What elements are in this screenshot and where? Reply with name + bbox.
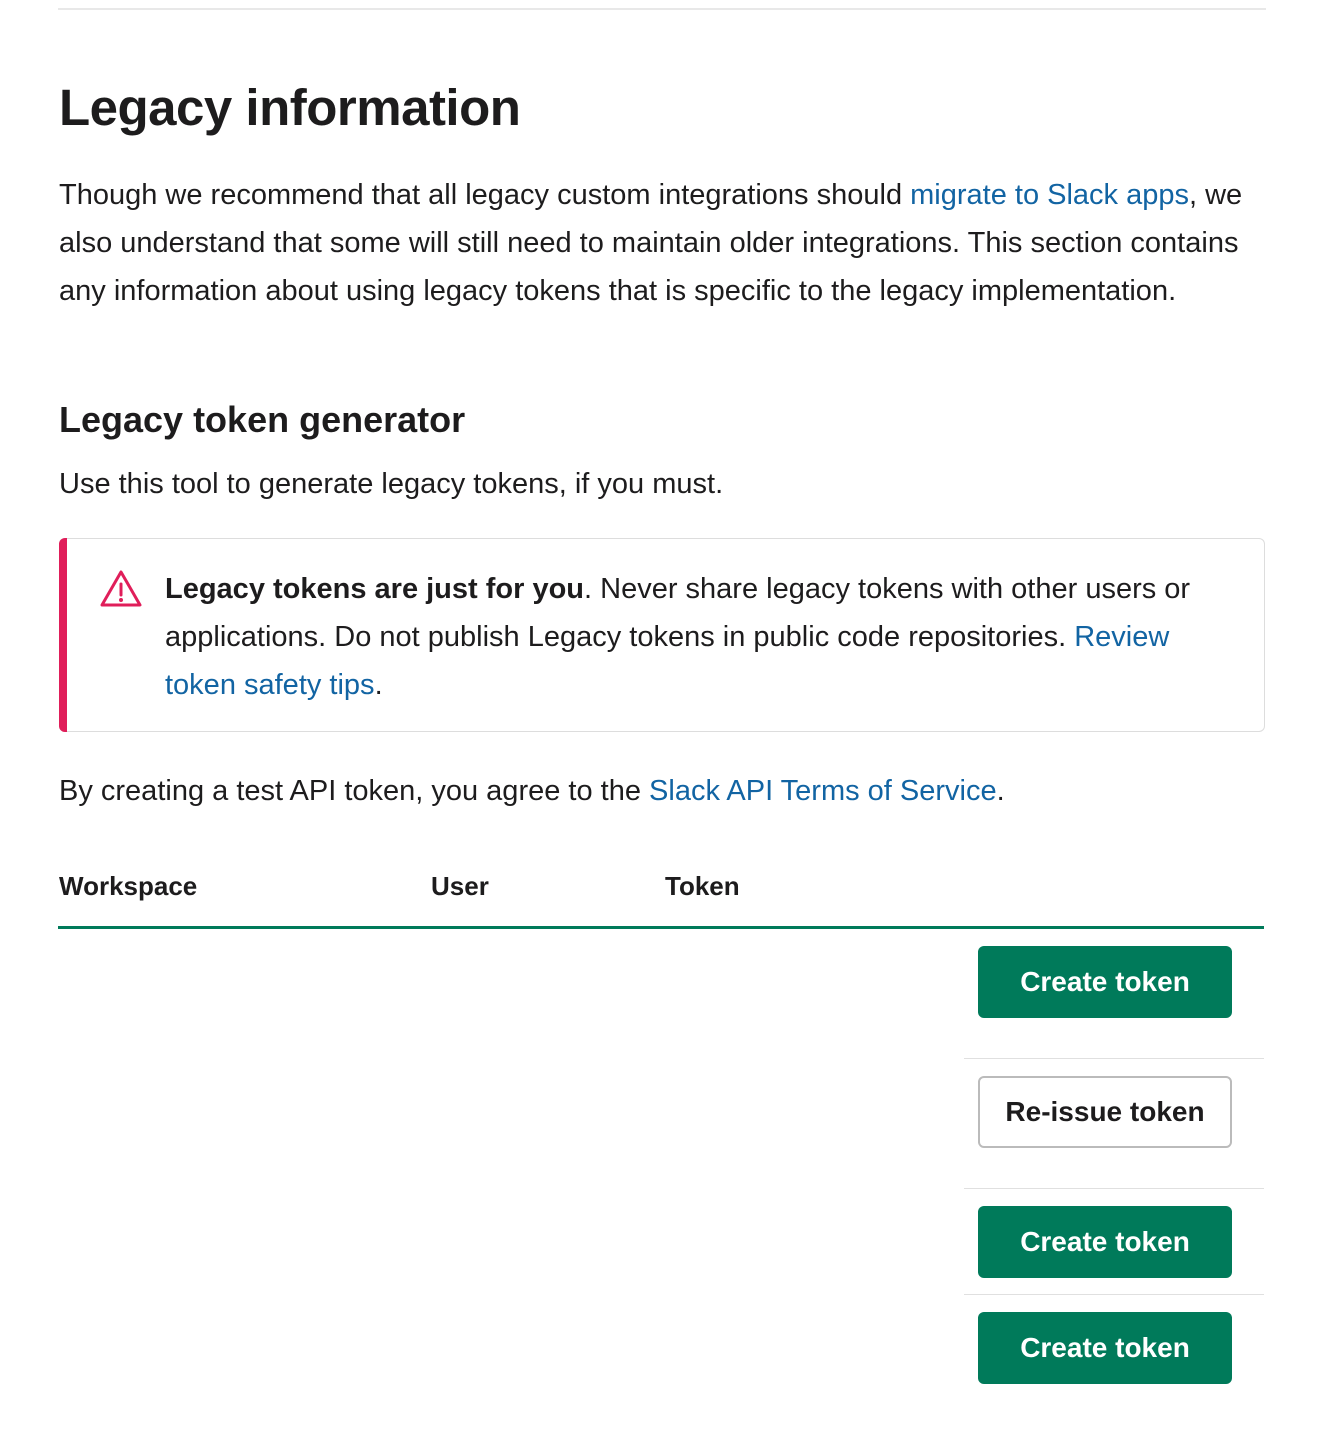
- column-header-workspace: Workspace: [59, 871, 198, 901]
- migrate-to-slack-apps-link[interactable]: migrate to Slack apps: [910, 179, 1189, 211]
- row-divider: [964, 1294, 1264, 1295]
- alert-body-text: . Never share legacy tokens with other users or applications. Do not publish Legacy tokens in public code repositories.: [165, 573, 1191, 653]
- create-token-button[interactable]: Create token: [978, 1206, 1232, 1278]
- intro-paragraph: [59, 171, 1259, 315]
- warning-triangle-icon: [99, 569, 143, 609]
- terms-of-service-notice: [59, 767, 1005, 815]
- token-warning-alert: [59, 538, 1265, 732]
- page-title: Legacy information: [59, 79, 521, 136]
- reissue-token-button[interactable]: Re-issue token: [978, 1076, 1232, 1148]
- top-divider: [58, 8, 1266, 10]
- create-token-button[interactable]: Create token: [978, 946, 1232, 1018]
- generator-heading: Legacy token generator: [59, 399, 466, 440]
- row-divider: [964, 1058, 1264, 1059]
- alert-bold-text: Legacy tokens are just for you: [165, 573, 585, 605]
- table-header-divider: [58, 926, 1264, 929]
- intro-text-after: , we also understand that some will still need to maintain older integrations. This section contains any information about using legacy tokens that is specific to the legacy implementation.: [59, 179, 1243, 307]
- tos-end-text: .: [996, 775, 1005, 807]
- alert-accent-bar: [59, 538, 67, 732]
- slack-api-terms-link[interactable]: Slack API Terms of Service: [649, 775, 997, 807]
- intro-text-before: Though we recommend that all legacy custom integrations should: [59, 179, 911, 211]
- column-header-user: User: [431, 871, 489, 901]
- review-token-safety-tips-link[interactable]: Review token safety tips: [165, 621, 1170, 701]
- column-header-token: Token: [665, 871, 740, 901]
- row-divider: [964, 1188, 1264, 1189]
- alert-message: [165, 565, 1245, 709]
- alert-end-text: .: [374, 669, 383, 701]
- tos-text: By creating a test API token, you agree to the: [59, 775, 650, 807]
- create-token-button[interactable]: Create token: [978, 1312, 1232, 1384]
- generator-subtitle: Use this tool to generate legacy tokens, if you must.: [59, 468, 724, 500]
